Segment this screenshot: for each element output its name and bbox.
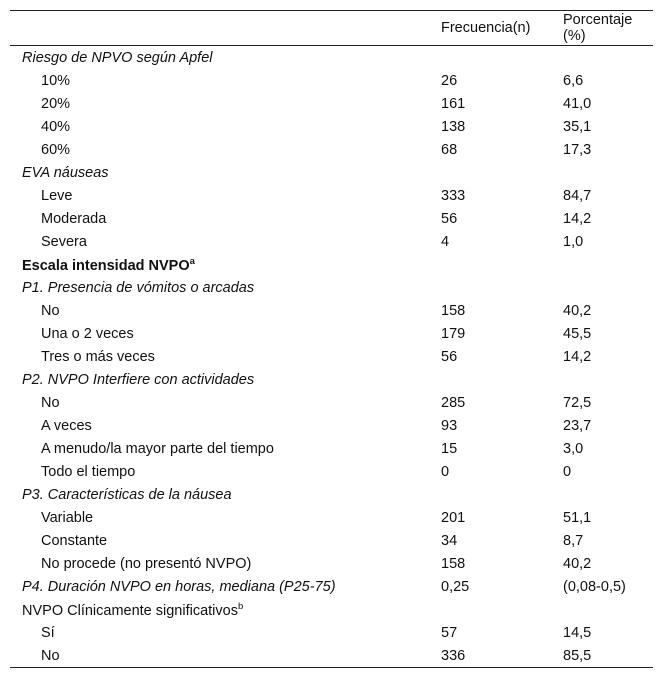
table-row (10, 414, 653, 437)
frecuencia-cell (441, 483, 563, 506)
row-label: 10% (41, 72, 71, 89)
row-label: Constante (41, 532, 108, 549)
frecuencia-cell: 158 (441, 555, 466, 572)
table-row (10, 437, 653, 460)
row-label-cell (10, 460, 441, 483)
row-label-cell (10, 230, 441, 253)
table-row (10, 621, 653, 644)
row-label-cell (10, 506, 441, 529)
frecuencia-cell: 285 (441, 394, 466, 411)
porcentaje-cell (563, 161, 653, 184)
row-label: Escala intensidad NVPO (22, 257, 190, 274)
row-label: 40% (41, 118, 71, 135)
row-label-cell (10, 138, 441, 161)
row-label-cell (10, 69, 441, 92)
table-row (10, 92, 653, 115)
table-body (10, 46, 653, 668)
row-label-cell (10, 322, 441, 345)
section-row (10, 483, 653, 506)
row-label: Riesgo de NPVO según Apfel (22, 49, 213, 66)
row-label-cell (10, 276, 441, 299)
frecuencia-cell (441, 368, 563, 391)
row-label-cell (10, 299, 441, 322)
porcentaje-cell: 45,5 (563, 325, 592, 342)
row-label: Tres o más veces (41, 348, 155, 365)
table-row (10, 69, 653, 92)
frecuencia-cell: 336 (441, 647, 466, 664)
section-row (10, 46, 653, 70)
porcentaje-cell: 3,0 (563, 440, 584, 457)
porcentaje-cell: 6,6 (563, 72, 584, 89)
row-label-cell (10, 437, 441, 460)
porcentaje-cell (563, 46, 653, 70)
frecuencia-cell (441, 276, 563, 299)
porcentaje-cell (563, 598, 653, 621)
porcentaje-cell: 40,2 (563, 555, 592, 572)
table-row (10, 115, 653, 138)
frecuencia-cell (441, 598, 563, 621)
row-label: 20% (41, 95, 71, 112)
frecuencia-cell (441, 253, 563, 276)
section-row (10, 575, 653, 598)
row-label: P2. NVPO Interfiere con actividades (22, 371, 255, 388)
frecuencia-cell (441, 46, 563, 70)
porcentaje-cell (563, 483, 653, 506)
table-row (10, 391, 653, 414)
table-row (10, 230, 653, 253)
row-label: Una o 2 veces (41, 325, 134, 342)
table-row (10, 184, 653, 207)
table-row (10, 138, 653, 161)
porcentaje-cell: 35,1 (563, 118, 592, 135)
row-label: P3. Características de la náusea (22, 486, 232, 503)
porcentaje-cell: 40,2 (563, 302, 592, 319)
table-row (10, 207, 653, 230)
section-row (10, 253, 653, 276)
table-row (10, 299, 653, 322)
header-frecuencia: Frecuencia(n) (441, 20, 531, 36)
porcentaje-cell (563, 276, 653, 299)
porcentaje-cell: 14,5 (563, 624, 592, 641)
frecuencia-cell: 15 (441, 440, 458, 457)
table-row (10, 460, 653, 483)
row-label: No (41, 647, 60, 664)
results-table (10, 10, 653, 668)
footnote-marker: b (237, 600, 244, 612)
section-row (10, 161, 653, 184)
row-label-cell (10, 552, 441, 575)
row-label-cell (10, 92, 441, 115)
row-label: Todo el tiempo (41, 463, 136, 480)
footnote-marker: a (189, 255, 195, 267)
row-label: No (41, 394, 60, 411)
frecuencia-cell: 0 (441, 463, 450, 480)
porcentaje-cell: 14,2 (563, 210, 592, 227)
frecuencia-cell: 34 (441, 532, 458, 549)
row-label-cell (10, 598, 441, 621)
row-label: 60% (41, 141, 71, 158)
frecuencia-cell: 26 (441, 72, 458, 89)
section-row (10, 276, 653, 299)
frecuencia-cell: 68 (441, 141, 458, 158)
porcentaje-cell (563, 253, 653, 276)
frecuencia-cell: 138 (441, 118, 466, 135)
frecuencia-cell (441, 161, 563, 184)
frecuencia-cell: 201 (441, 509, 466, 526)
row-label: P1. Presencia de vómitos o arcadas (22, 279, 255, 296)
row-label-cell (10, 207, 441, 230)
results-table-container (10, 10, 653, 668)
frecuencia-cell: 333 (441, 187, 466, 204)
porcentaje-cell: 23,7 (563, 417, 592, 434)
porcentaje-cell: 72,5 (563, 394, 592, 411)
row-label: No (41, 302, 60, 319)
row-label: Sí (41, 624, 55, 641)
row-label-cell (10, 115, 441, 138)
porcentaje-cell: 85,5 (563, 647, 592, 664)
header-label (10, 11, 441, 46)
row-label-cell (10, 253, 441, 276)
porcentaje-cell: 0 (563, 463, 572, 480)
table-row (10, 552, 653, 575)
porcentaje-cell: 84,7 (563, 187, 592, 204)
row-label: P4. Duración NVPO en horas, mediana (P25-75) (22, 578, 336, 595)
frecuencia-cell: 158 (441, 302, 466, 319)
row-label: No procede (no presentó NVPO) (41, 555, 252, 572)
row-label: EVA náuseas (22, 164, 109, 181)
frecuencia-cell: 56 (441, 210, 458, 227)
porcentaje-cell: 8,7 (563, 532, 584, 549)
row-label: A veces (41, 417, 92, 434)
table-row (10, 529, 653, 552)
frecuencia-cell: 161 (441, 95, 466, 112)
section-row (10, 598, 653, 621)
row-label: Moderada (41, 210, 107, 227)
table-row (10, 322, 653, 345)
row-label-cell (10, 414, 441, 437)
porcentaje-cell: 1,0 (563, 233, 584, 250)
frecuencia-cell: 4 (441, 233, 450, 250)
row-label-cell (10, 621, 441, 644)
frecuencia-cell: 179 (441, 325, 466, 342)
table-row (10, 644, 653, 668)
row-label-cell (10, 575, 441, 598)
row-label-cell (10, 161, 441, 184)
header-row (10, 11, 653, 46)
row-label-cell (10, 644, 441, 668)
row-label-cell (10, 483, 441, 506)
row-label: NVPO Clínicamente significativos (22, 602, 238, 619)
table-row (10, 506, 653, 529)
porcentaje-cell: (0,08-0,5) (563, 578, 626, 595)
porcentaje-cell (563, 368, 653, 391)
row-label-cell (10, 368, 441, 391)
frecuencia-cell: 56 (441, 348, 458, 365)
section-row (10, 368, 653, 391)
row-label: Severa (41, 233, 87, 250)
frecuencia-cell: 93 (441, 417, 458, 434)
row-label: Variable (41, 509, 94, 526)
porcentaje-cell: 17,3 (563, 141, 592, 158)
row-label-cell (10, 345, 441, 368)
row-label-cell (10, 529, 441, 552)
porcentaje-cell: 51,1 (563, 509, 592, 526)
row-label: A menudo/la mayor parte del tiempo (41, 440, 274, 457)
frecuencia-cell: 57 (441, 624, 458, 641)
row-label: Leve (41, 187, 73, 204)
frecuencia-cell: 0,25 (441, 578, 470, 595)
porcentaje-cell: 14,2 (563, 348, 592, 365)
header-porcentaje: Porcentaje (%) (563, 12, 633, 44)
row-label-cell (10, 184, 441, 207)
row-label-cell (10, 391, 441, 414)
row-label-cell (10, 46, 441, 70)
table-row (10, 345, 653, 368)
porcentaje-cell: 41,0 (563, 95, 592, 112)
